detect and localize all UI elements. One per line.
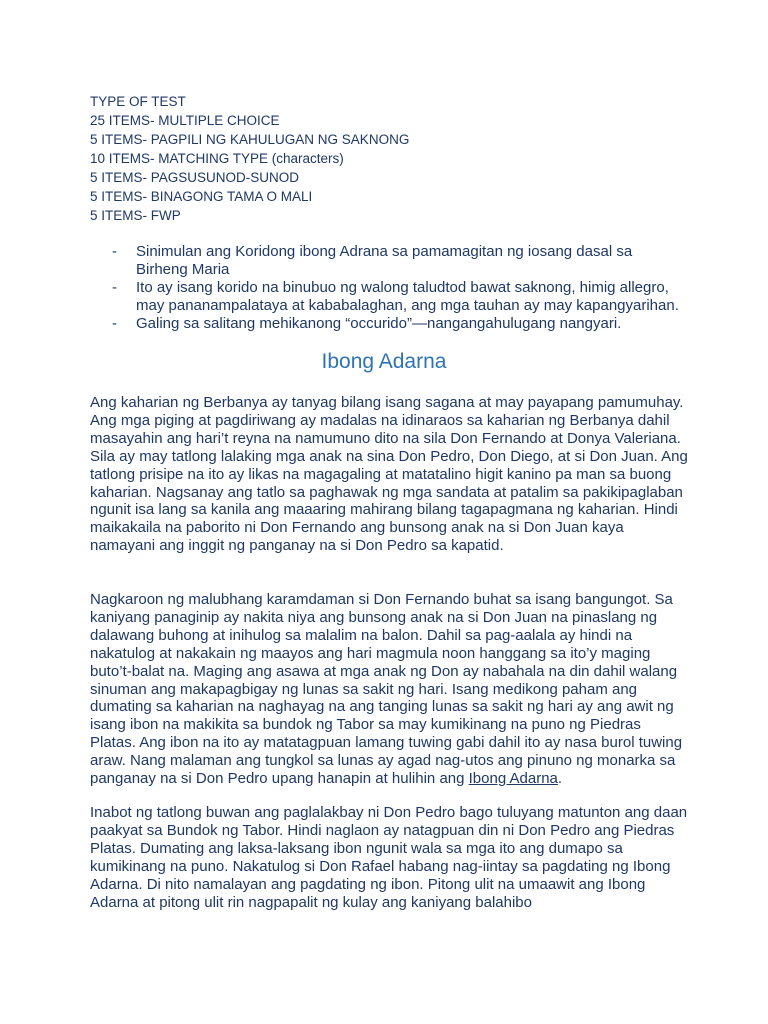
test-type-heading: TYPE OF TEST: [90, 94, 186, 109]
dash-bullet: -: [112, 315, 117, 332]
dash-bullet: -: [112, 243, 117, 260]
test-type-item: 5 ITEMS- FWP: [90, 208, 181, 223]
test-type-item: 5 ITEMS- BINAGONG TAMA O MALI: [90, 189, 313, 204]
ibong-adarna-link[interactable]: Ibong Adarna: [468, 770, 558, 788]
test-type-item: 5 ITEMS- PAGSUSUNOD-SUNOD: [90, 170, 300, 185]
paragraph: Ang kaharian ng Berbanya ay tanyag bilang isang sagana at may payapang pamumuhay. Ang mga piging at pagdiriwang ay madalas na idinaraos sa kaharian ng Berbanya dahil masayahin ang hari’t reyna na namumuno dito na sila Don Fernando at Donya Valeriana. Sila ay may tatlong lalaking mga anak na sina Don Pedro, Don Diego, at si Don Juan. Ang tatlong prisipe na ito ay likas na magagaling at matatalino higit kanino pa man sa buong kaharian. Nagsanay ang tatlo sa paghawak ng mga sandata at patalim sa pakikipaglaban ngunit isa lang sa kanila ang maaaring mahirang bilang tagapagmana ng kaharian. Hindi maikakaila na paborito ni Don Fernando ang bunsong anak na si Don Juan kaya namayani ang inggit ng panganay na si Don Pedro sa kapatid.: [90, 394, 688, 555]
paragraph: [90, 591, 690, 788]
paragraph-end: .: [557, 770, 563, 788]
bullet-text: Ito ay isang korido na binubuo ng walong taludtod bawat saknong, himig allegro, may pananampalataya at kababalaghan, ang mga tauhan ay may kapangyarihan.: [136, 279, 679, 314]
dash-bullet: -: [112, 279, 117, 296]
test-type-list: [90, 92, 409, 225]
bullet-text: Galing sa salitang mehikanong “occurido”—nangangahulugang nangyari.: [136, 315, 622, 332]
bullet-text: Sinimulan ang Koridong ibong Adrana sa pamamagitan ng iosang dasal sa Birheng Maria: [136, 243, 633, 278]
test-type-item: 10 ITEMS- MATCHING TYPE (characters): [90, 151, 344, 166]
bullet-item: [112, 279, 682, 315]
test-type-item: 25 ITEMS- MULTIPLE CHOICE: [90, 113, 280, 128]
bullet-item: [112, 315, 682, 333]
document-title: Ibong Adarna: [321, 350, 447, 373]
paragraph-text: Nagkaroon ng malubhang karamdaman si Don Fernando buhat sa isang bangungot. Sa kaniyang panaginip ay nakita niya ang bunsong anak na si Don Juan na pinaslang ng dalawang buhong at inihulog sa malalim na balon. Dahil sa pag-aalala ay hindi na nakatulog at nakakain ng maayos ang hari magmula noon hanggang sa ito’y maging buto’t-balat na. Maging ang asawa at mga anak ng Don ay nabahala na din dahil walang sinuman ang makapagbigay ng lunas sa sakit ng hari. Isang medikong paham ang dumating sa kaharian na naghayag na ang tanging lunas sa sakit ng hari ay ang awit ng isang ibon na makikita sa bundok ng Tabor sa may kumikinang na puno ng Piedras Platas. Ang ibon na ito ay matatagpuan lamang tuwing gabi dahil ito ay nasa burol tuwing araw. Nang malaman ang tungkol sa lunas ay agad nag-utos ang pinuno ng monarka sa panganay na si Don Pedro upang hanapin at hulihin ang: [90, 591, 683, 788]
test-type-item: 5 ITEMS- PAGPILI NG KAHULUGAN NG SAKNONG: [90, 132, 410, 147]
bullet-item: [112, 243, 682, 279]
bullet-list: [112, 243, 682, 333]
paragraph: Inabot ng tatlong buwan ang paglalakbay ni Don Pedro bago tuluyang matunton ang daan paakyat sa Bundok ng Tabor. Hindi naglaon ay natagpuan din ni Don Pedro ang Piedras Platas. Dumating ang laksa-laksang ibon ngunit wala sa mga ito ang dumapo sa kumikinang na puno. Nakatulog si Don Rafael habang nag-iintay sa pagdating ng Ibong Adarna. Di nito namalayan ang pagdating ng ibon. Pitong ulit na umaawit ang Ibong Adarna at pitong ulit rin nagpapalit ng kulay ang kaniyang balahibo: [90, 804, 688, 911]
